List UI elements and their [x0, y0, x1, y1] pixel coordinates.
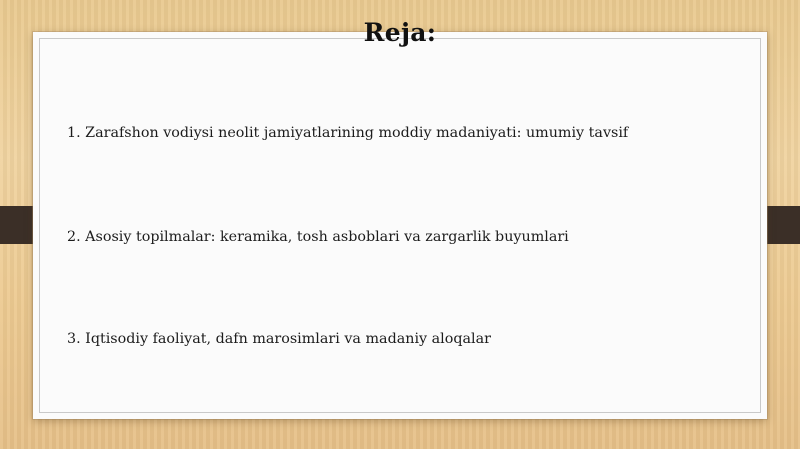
plan-item-3: 3. Iqtisodiy faoliyat, dafn marosimlari va madaniy aloqalar: [67, 331, 491, 347]
content-card: [33, 32, 767, 419]
card-border: [39, 38, 761, 413]
plan-item-2: 2. Asosiy topilmalar: keramika, tosh asboblari va zargarlik buyumlari: [67, 229, 569, 245]
plan-item-1: 1. Zarafshon vodiysi neolit jamiyatlarining moddiy madaniyati: umumiy tavsif: [67, 125, 629, 141]
slide-title: Reja:: [363, 18, 437, 47]
